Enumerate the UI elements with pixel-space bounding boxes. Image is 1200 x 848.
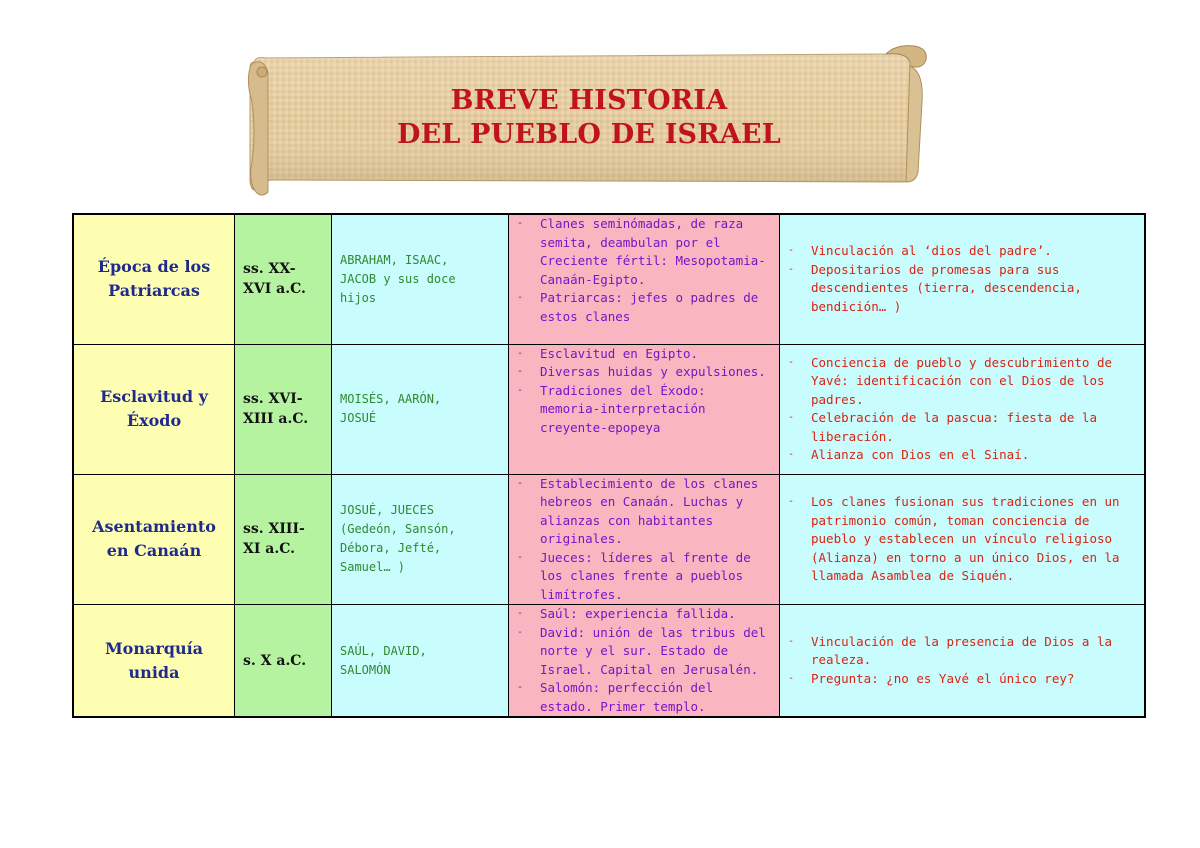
list-item: - Alianza con Dios en el Sinaí. bbox=[780, 446, 1138, 465]
religion-list bbox=[780, 633, 1144, 689]
people-label: hijos bbox=[340, 290, 377, 305]
epoch-label: en Canaán bbox=[106, 541, 202, 561]
epoch-label: Patriarcas bbox=[108, 281, 200, 301]
epoch-label: Esclavitud y bbox=[100, 387, 208, 406]
people-label: SAÚL, DAVID, bbox=[340, 643, 427, 658]
list-item: - Clanes seminómadas, de raza semita, deambulan por el Creciente fértil: Mesopotamia-Canaán-Egipto. bbox=[509, 215, 773, 289]
history-table bbox=[72, 213, 1146, 718]
epoch-label: Éxodo bbox=[126, 411, 182, 430]
date-label: ss. XIII- bbox=[243, 521, 305, 538]
events-list bbox=[509, 215, 779, 326]
list-item: - Establecimiento de los clanes hebreos en Canaán. Luchas y alianzas con habitantes originales. bbox=[509, 475, 773, 549]
people-label: ABRAHAM, ISAAC, bbox=[340, 252, 449, 267]
epoch-cell bbox=[73, 214, 235, 344]
people-label: Débora, Jefté, bbox=[340, 541, 442, 556]
page-title bbox=[246, 84, 932, 152]
people-cell bbox=[332, 474, 509, 605]
list-item: - David: unión de las tribus del norte y el sur. Estado de Israel. Capital en Jerusalén. bbox=[509, 624, 773, 680]
religion-list bbox=[780, 354, 1144, 465]
list-item: - Jueces: líderes al frente de los clanes frente a pueblos limítrofes. bbox=[509, 549, 773, 605]
religion-cell bbox=[780, 214, 1146, 344]
list-item: - Vinculación al ‘dios del padre’. bbox=[780, 242, 1138, 261]
people-label: SALOMÓN bbox=[340, 662, 391, 677]
list-item: - Diversas huidas y expulsiones. bbox=[509, 363, 773, 382]
people-label: Samuel… ) bbox=[340, 560, 406, 575]
events-list bbox=[509, 345, 779, 438]
date-label: XIII a.C. bbox=[243, 411, 309, 427]
date-label: XI a.C. bbox=[243, 541, 296, 558]
list-item: - Los clanes fusionan sus tradiciones en un patrimonio común, toman conciencia de pueblo y establecen un vínculo religioso (Alianza) en torno a un único Dios, en la llamada Asamblea de Siquén. bbox=[780, 493, 1138, 586]
list-item: - Celebración de la pascua: fiesta de la liberación. bbox=[780, 409, 1138, 446]
epoch-cell bbox=[73, 605, 235, 718]
date-cell bbox=[235, 214, 332, 344]
people-label: MOISÉS, AARÓN, bbox=[340, 392, 442, 406]
list-item: - Esclavitud en Egipto. bbox=[509, 345, 773, 364]
table-row bbox=[73, 474, 1145, 605]
epoch-label: unida bbox=[128, 662, 180, 682]
religion-cell bbox=[780, 474, 1146, 605]
events-cell bbox=[509, 474, 780, 605]
date-label: ss. XX- bbox=[243, 261, 296, 278]
people-cell bbox=[332, 214, 509, 344]
events-cell bbox=[509, 344, 780, 474]
epoch-label: Monarquía bbox=[104, 638, 204, 658]
religion-list bbox=[780, 242, 1144, 316]
date-label: s. X a.C. bbox=[243, 652, 307, 669]
table-row bbox=[73, 344, 1145, 474]
religion-list bbox=[780, 493, 1144, 586]
people-label: JOSUÉ, JUECES bbox=[340, 503, 434, 518]
list-item: - Vinculación de la presencia de Dios a la realeza. bbox=[780, 633, 1138, 670]
table-row bbox=[73, 214, 1145, 344]
events-list bbox=[509, 475, 779, 605]
religion-cell bbox=[780, 605, 1146, 718]
events-cell bbox=[509, 605, 780, 718]
page-title-line2: DEL PUEBLO DE ISRAEL bbox=[396, 119, 781, 150]
list-item: - Patriarcas: jefes o padres de estos clanes bbox=[509, 289, 773, 326]
people-label: JOSUÉ bbox=[340, 411, 377, 425]
people-cell bbox=[332, 344, 509, 474]
religion-cell bbox=[780, 344, 1146, 474]
epoch-cell bbox=[73, 344, 235, 474]
events-cell bbox=[509, 214, 780, 344]
list-item: - Saúl: experiencia fallida. bbox=[509, 605, 773, 624]
date-cell bbox=[235, 605, 332, 718]
date-cell bbox=[235, 474, 332, 605]
epoch-label: Época de los bbox=[97, 257, 211, 277]
events-list bbox=[509, 605, 779, 716]
list-item: - Conciencia de pueblo y descubrimiento de Yavé: identificación con el Dios de los padres. bbox=[780, 354, 1138, 410]
people-label: (Gedeón, Sansón, bbox=[340, 522, 456, 537]
people-label: JACOB y sus doce bbox=[340, 271, 456, 286]
table-row bbox=[73, 605, 1145, 718]
people-cell bbox=[332, 605, 509, 718]
date-label: ss. XVI- bbox=[243, 391, 303, 407]
epoch-label: Asentamiento bbox=[92, 517, 216, 537]
epoch-cell bbox=[73, 474, 235, 605]
page-title-line1: BREVE HISTORIA bbox=[450, 85, 728, 116]
title-scroll bbox=[246, 42, 932, 198]
list-item: - Salomón: perfección del estado. Primer templo. bbox=[509, 679, 773, 716]
list-item: - Tradiciones del Éxodo: memoria-interpretación creyente-epopeya bbox=[509, 382, 773, 438]
date-cell bbox=[235, 344, 332, 474]
list-item: - Pregunta: ¿no es Yavé el único rey? bbox=[780, 670, 1138, 689]
date-label: XVI a.C. bbox=[243, 281, 306, 298]
list-item: - Depositarios de promesas para sus descendientes (tierra, descendencia, bendición… ) bbox=[780, 261, 1138, 317]
